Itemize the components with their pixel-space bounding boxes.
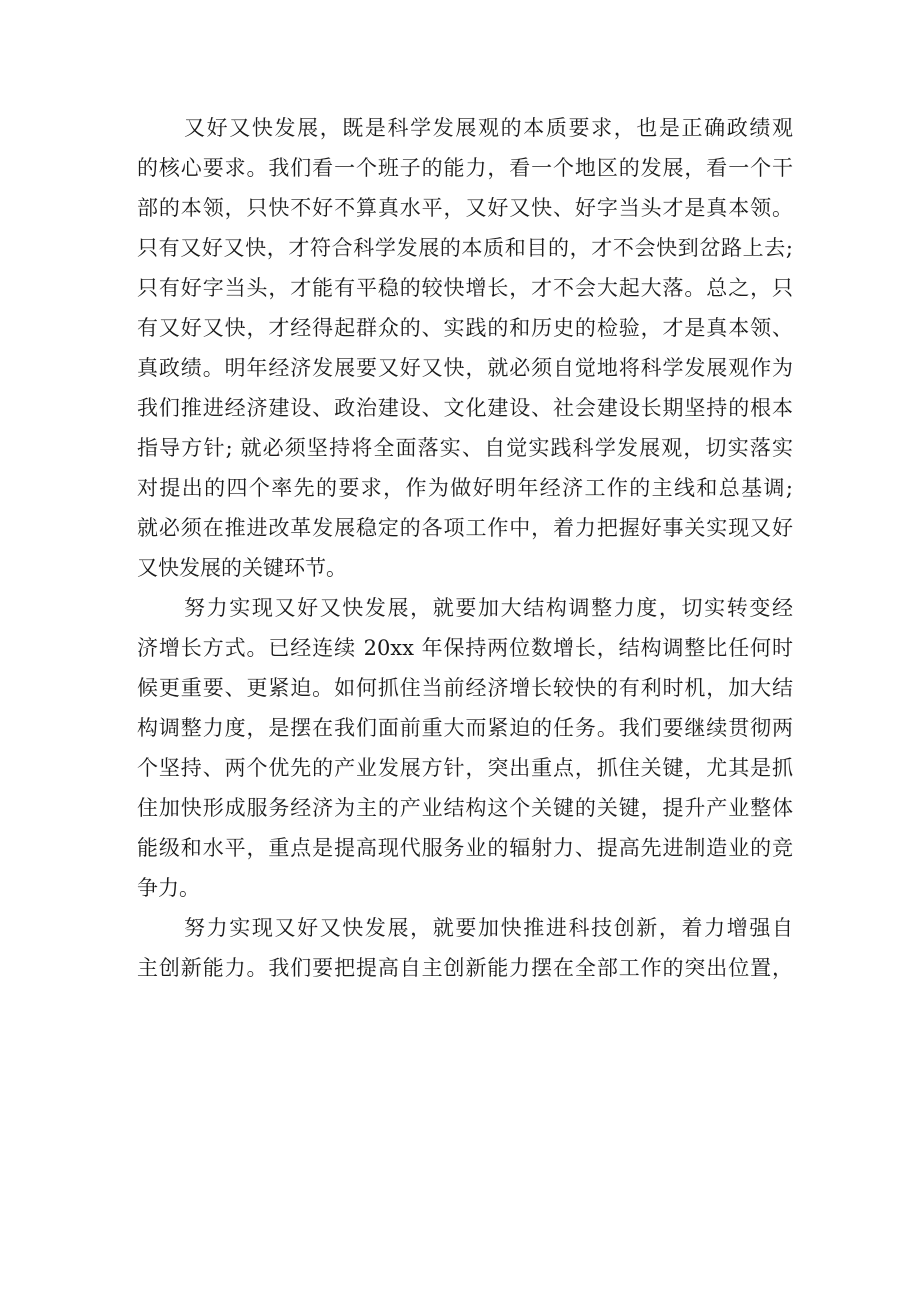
text-line: 只有好字当头，才能有平稳的较快增长，才不会大起大落。总之，只	[137, 276, 793, 300]
body-text	[137, 108, 793, 988]
text-line: 济增长方式。已经连续 20xx 年保持两位数增长，结构调整比任何时	[137, 636, 793, 660]
text-line: 个坚持、两个优先的产业发展方针，突出重点，抓住关键，尤其是抓	[137, 756, 793, 780]
text-line: 对提出的四个率先的要求，作为做好明年经济工作的主线和总基调;	[137, 476, 793, 500]
text-line: 候更重要、更紧迫。如何抓住当前经济增长较快的有利时机，加大结	[137, 676, 793, 700]
text-line: 部的本领，只快不好不算真水平，又好又快、好字当头才是真本领。	[137, 196, 793, 220]
text-line: 的核心要求。我们看一个班子的能力，看一个地区的发展，看一个干	[137, 156, 793, 180]
text-line: 指导方针; 就必须坚持将全面落实、自觉实践科学发展观，切实落实	[137, 436, 793, 460]
text-line: 只有又好又快，才符合科学发展的本质和目的，才不会快到岔路上去;	[137, 236, 793, 260]
text-line: 住加快形成服务经济为主的产业结构这个关键的关键，提升产业整体	[137, 796, 793, 820]
text-line: 努力实现又好又快发展，就要加快推进科技创新，着力增强自	[184, 916, 793, 940]
text-line: 构调整力度，是摆在我们面前重大而紧迫的任务。我们要继续贯彻两	[137, 716, 793, 740]
text-line: 真政绩。明年经济发展要又好又快，就必须自觉地将科学发展观作为	[137, 356, 793, 380]
text-line: 有又好又快，才经得起群众的、实践的和历史的检验，才是真本领、	[137, 316, 793, 340]
text-line: 我们推进经济建设、政治建设、文化建设、社会建设长期坚持的根本	[137, 396, 793, 420]
text-line: 又好又快发展，既是科学发展观的本质要求，也是正确政绩观	[184, 116, 793, 140]
text-line: 就必须在推进改革发展稳定的各项工作中，着力把握好事关实现又好	[137, 516, 793, 540]
paragraph-3	[137, 908, 793, 988]
text-line: 争力。	[137, 876, 200, 900]
paragraph-2	[137, 588, 793, 908]
text-line: 努力实现又好又快发展，就要加大结构调整力度，切实转变经	[184, 596, 793, 620]
text-line: 主创新能力。我们要把提高自主创新能力摆在全部工作的突出位置，	[137, 956, 793, 980]
paragraph-1	[137, 108, 793, 588]
text-line: 能级和水平，重点是提高现代服务业的辐射力、提高先进制造业的竞	[137, 836, 793, 860]
text-line: 又快发展的关键环节。	[137, 556, 347, 580]
